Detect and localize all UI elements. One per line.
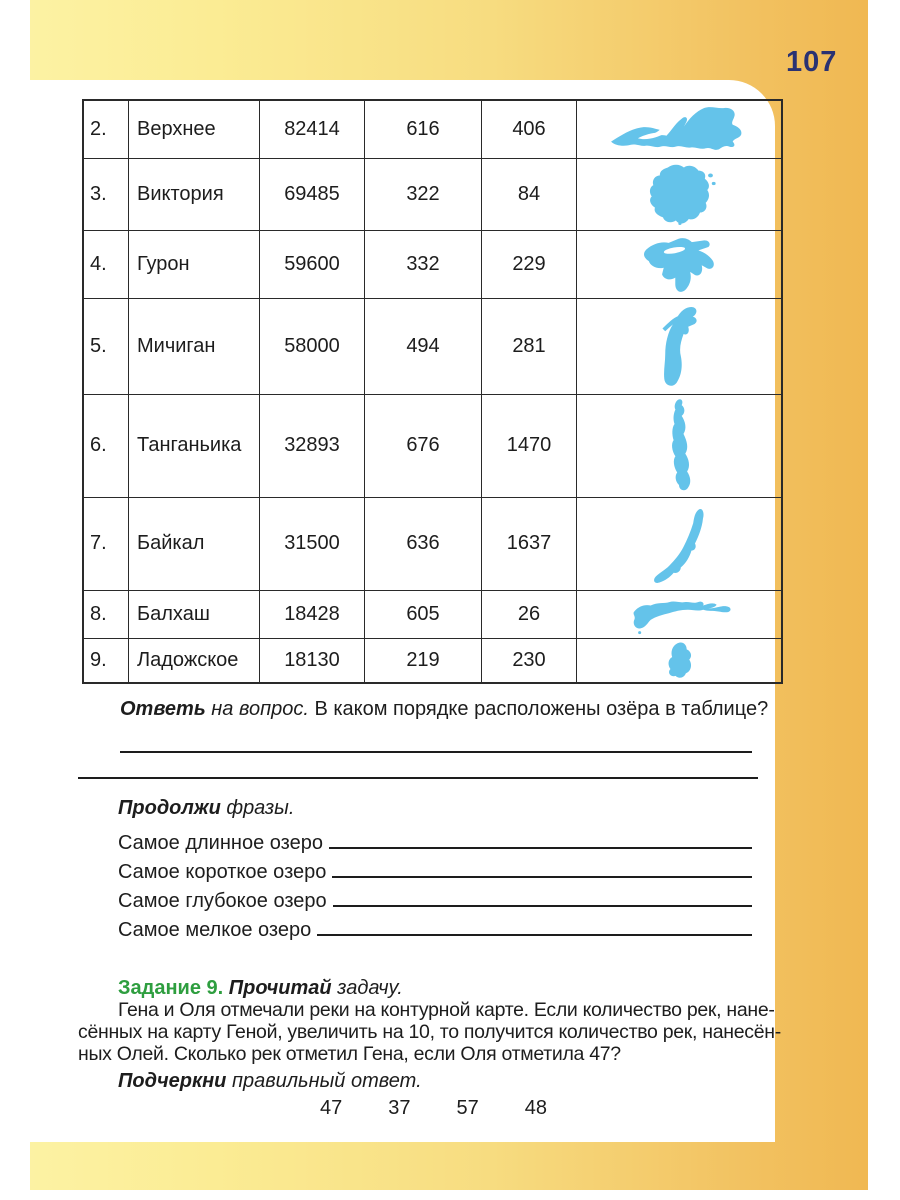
phrase-blank-line[interactable] (333, 884, 752, 907)
lake-shape-cell (577, 230, 783, 298)
lake-name: Балхаш (129, 590, 260, 638)
answer-option[interactable]: 47 (320, 1097, 343, 1119)
answer-blank-line-1[interactable] (120, 751, 752, 753)
task9-heading (118, 976, 403, 1000)
question-text (120, 697, 768, 721)
continue-lead-bold: Продолжи (118, 797, 221, 819)
lake-depth-value: 230 (482, 638, 577, 683)
underline-instruction (118, 1069, 422, 1093)
lake-depth-value: 1470 (482, 394, 577, 497)
answer-blank-line-2[interactable] (78, 777, 758, 779)
lake-shape-cell (577, 497, 783, 590)
lake-depth-value: 229 (482, 230, 577, 298)
lake-victoria-map (632, 161, 727, 227)
table-row (83, 100, 782, 158)
lake-shape-cell (577, 100, 783, 158)
row-number: 3. (83, 158, 129, 230)
lake-area-value: 18130 (260, 638, 365, 683)
lake-area-value: 31500 (260, 497, 365, 590)
lake-area-value: 58000 (260, 298, 365, 394)
lake-depth-value: 1637 (482, 497, 577, 590)
lake-depth-value: 406 (482, 100, 577, 158)
phrase-label: Самое длинное озеро (118, 832, 323, 854)
lake-depth-value: 84 (482, 158, 577, 230)
task9-label: Задание 9. (118, 977, 224, 999)
phrase-row (118, 913, 752, 942)
table-row (83, 298, 782, 394)
answer-options (320, 1097, 547, 1120)
phrase-label: Самое мелкое озеро (118, 919, 312, 941)
question-rest: В каком порядке расположены озёра в таблице? (308, 698, 769, 720)
lake-area-value: 69485 (260, 158, 365, 230)
continue-heading (118, 796, 294, 820)
table-row (83, 497, 782, 590)
answer-option[interactable]: 37 (388, 1097, 411, 1119)
row-number: 9. (83, 638, 129, 683)
lake-area-value: 32893 (260, 394, 365, 497)
lakes-table (82, 99, 783, 684)
table-row (83, 394, 782, 497)
lake-name: Ладожское (129, 638, 260, 683)
underline-lead-bold: Подчеркни (118, 1070, 227, 1092)
task9-text-line: ных Олей. Сколько рек отметил Гена, если Оля отметила 47? (78, 1043, 621, 1065)
lake-area-value: 18428 (260, 590, 365, 638)
lake-name: Виктория (129, 158, 260, 230)
lake-shape-cell (577, 394, 783, 497)
phrases-block (118, 826, 752, 942)
row-number: 6. (83, 394, 129, 497)
lake-michigan-map (655, 301, 703, 391)
phrase-blank-line[interactable] (317, 913, 752, 936)
lake-name: Мичиган (129, 298, 260, 394)
lake-shape-cell (577, 590, 783, 638)
question-lead-italic: на вопрос. (205, 698, 309, 720)
row-number: 2. (83, 100, 129, 158)
lake-name: Гурон (129, 230, 260, 298)
phrase-blank-line[interactable] (329, 826, 752, 849)
phrase-label: Самое короткое озеро (118, 861, 327, 883)
lake-depth-value: 281 (482, 298, 577, 394)
row-number: 4. (83, 230, 129, 298)
lake-name: Танганьика (129, 394, 260, 497)
lake-shape-cell (577, 638, 783, 683)
table-row (83, 158, 782, 230)
lake-baikal-map (644, 500, 714, 587)
task9-text-line: сённых на карту Геной, увеличить на 10, то получится количество рек, нанесён- (78, 1021, 781, 1043)
lake-shape-cell (577, 298, 783, 394)
task9-text-line: Гена и Оля отмечали реки на контурной карте. Если количество рек, нане- (118, 999, 775, 1021)
lake-depth-value: 26 (482, 590, 577, 638)
row-number: 5. (83, 298, 129, 394)
lake-shape-cell (577, 158, 783, 230)
phrase-row (118, 884, 752, 913)
lake-area-value: 59600 (260, 230, 365, 298)
lake-length-value: 332 (365, 230, 482, 298)
phrase-row (118, 826, 752, 855)
task9-lead-italic: задачу. (331, 977, 403, 999)
continue-lead-italic: фразы. (220, 797, 295, 819)
lake-ladoga-map (660, 640, 698, 681)
task9-problem-text (78, 999, 781, 1065)
task9-lead-bold: Прочитай (223, 977, 332, 999)
lake-length-value: 605 (365, 590, 482, 638)
table-row (83, 590, 782, 638)
question-lead-bold: Ответь (120, 698, 206, 720)
lake-length-value: 616 (365, 100, 482, 158)
lake-length-value: 636 (365, 497, 482, 590)
lake-name: Верхнее (129, 100, 260, 158)
answer-option[interactable]: 48 (524, 1097, 547, 1119)
row-number: 7. (83, 497, 129, 590)
lake-name: Байкал (129, 497, 260, 590)
table-row (83, 638, 782, 683)
lake-length-value: 219 (365, 638, 482, 683)
underline-lead-italic: правильный ответ. (226, 1070, 422, 1092)
row-number: 8. (83, 590, 129, 638)
table-row (83, 230, 782, 298)
phrase-row (118, 855, 752, 884)
lake-length-value: 322 (365, 158, 482, 230)
phrase-label: Самое глубокое озеро (118, 890, 327, 912)
lake-superior-map (599, 103, 759, 155)
answer-option[interactable]: 57 (456, 1097, 479, 1119)
lake-length-value: 676 (365, 394, 482, 497)
lake-tanganyika-map (662, 397, 696, 494)
lake-length-value: 494 (365, 298, 482, 394)
lake-huron-map (624, 233, 734, 295)
lake-balkhash-map (604, 592, 754, 636)
page-number: 107 (786, 46, 838, 78)
phrase-blank-line[interactable] (332, 855, 752, 878)
lake-area-value: 82414 (260, 100, 365, 158)
